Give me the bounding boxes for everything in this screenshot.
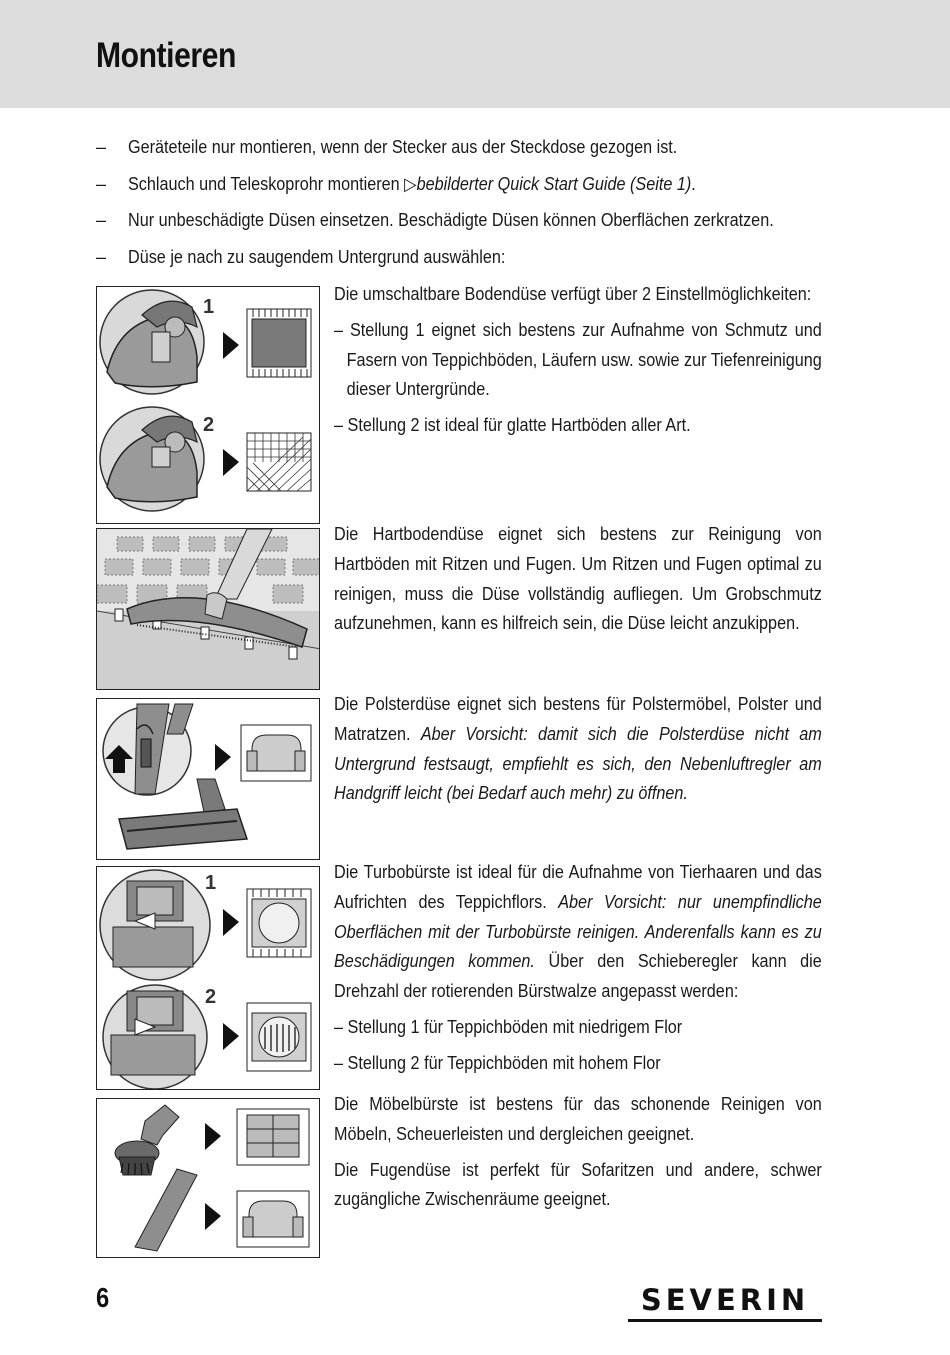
arrow-icon: [223, 332, 239, 359]
turbo-brush-illustration: [96, 866, 320, 1090]
logo-underline: [628, 1319, 822, 1322]
list-dash: –: [96, 210, 107, 230]
furniture-brush-text: Die Möbelbürste ist bestens für das schonende Reinigen von Möbeln, Scheuerleisten und dergleichen geeignet.: [334, 1094, 822, 1144]
floor-nozzle-illustration: [96, 286, 320, 524]
upholstery-warning: Aber Vorsicht: damit sich die Polsterdüse nicht am Untergrund festsaugt, empfiehlt es sich, den Nebenluftregler am Handgriff leicht (bei Bedarf auch mehr) zu öffnen.: [334, 723, 822, 804]
page-number: 6: [96, 1282, 110, 1313]
instruction-list: [96, 134, 836, 280]
reference-arrow-icon: ▷: [404, 173, 417, 194]
arrow-icon: [215, 744, 231, 771]
floor-nozzle-description: [334, 280, 822, 441]
quick-start-reference: bebilderter Quick Start Guide (Seite 1): [416, 173, 692, 194]
hard-floor-description: [334, 520, 822, 639]
page-title: Montieren: [96, 36, 236, 75]
position-label-1: 1: [203, 296, 215, 318]
turbo-brush-description: [334, 858, 822, 1079]
floor-nozzle-position-1: – Stellung 1 eignet sich bestens zur Aufnahme von Schmutz und Fasern von Teppichböden, Läufern usw. sowie zur Tiefenreinigung dieser Untergründe.: [334, 319, 822, 400]
list-item-text: Geräteteile nur montieren, wenn der Stecker aus der Steckdose gezogen ist.: [128, 137, 678, 157]
furniture-brush-description: [334, 1090, 822, 1215]
list-dash: –: [96, 137, 107, 157]
position-label-1: 1: [205, 872, 217, 894]
furniture-brush: [141, 1105, 179, 1145]
upholstery-nozzle-illustration: [96, 698, 320, 860]
arrow-icon: [223, 1023, 239, 1050]
floor-nozzle-intro: Die umschaltbare Bodendüse verfügt über 2 Einstellmöglichkeiten:: [334, 284, 812, 304]
severin-logo: [628, 1283, 822, 1325]
page-header: [0, 0, 950, 108]
list-item: [96, 171, 836, 208]
list-dash: –: [96, 246, 107, 267]
turbo-brush-warning: Aber Vorsicht: nur unempfindliche Oberflächen mit der Turbobürste reinigen. Anderenfalls kann es zu Beschädigungen kommen.: [334, 891, 822, 972]
upholstery-description: [334, 690, 822, 809]
list-item-text: Nur unbeschädigte Düsen einsetzen. Beschädigte Düsen können Oberflächen zerkratzen.: [128, 210, 774, 230]
position-label-2: 2: [203, 414, 215, 436]
turbo-brush-position-2: – Stellung 2 für Teppichböden mit hohem Flor: [334, 1052, 661, 1073]
list-dash: –: [96, 173, 107, 194]
position-label-2: 2: [205, 986, 217, 1008]
arrow-icon: [223, 909, 239, 936]
list-item-text: Düse je nach zu saugendem Untergrund auswählen:: [128, 246, 506, 267]
crevice-nozzle-text: Die Fugendüse ist perfekt für Sofaritzen und andere, schwer zugängliche Zwischenräume geeignet.: [334, 1159, 822, 1210]
arrow-icon: [205, 1123, 221, 1150]
hard-floor-nozzle-illustration: [96, 528, 320, 690]
upholstery-text: Die Polsterdüse eignet sich bestens für Polstermöbel, Polster und Matratzen. Aber Vorsicht: damit sich die Polsterdüse nicht am Untergrund festsaugt, empfiehlt es sich, den Nebenluftregler am Handgriff leicht (bei Bedarf auch mehr) zu öffnen.: [334, 694, 822, 804]
list-item: [96, 134, 836, 171]
brand-name: SEVERIN: [640, 1283, 810, 1317]
hard-floor-text: Die Hartbodendüse eignet sich bestens zur Reinigung von Hartböden mit Ritzen und Fugen. Um Ritzen und Fugen optimal zu reinigen, muss die Düse vollständig aufliegen. Um Grobschmutz aufzunehmen, kann es hilfreich sein, die Düse leicht anzukippen.: [334, 524, 822, 634]
list-item: [96, 207, 836, 244]
crevice-nozzle: [135, 1169, 197, 1251]
floor-nozzle-position-2: – Stellung 2 ist ideal für glatte Hartböden aller Art.: [334, 415, 691, 436]
turbo-brush-position-1: – Stellung 1 für Teppichböden mit niedrigem Flor: [334, 1016, 683, 1037]
arrow-icon: [205, 1203, 221, 1230]
turbo-brush-text: Die Turbobürste ist ideal für die Aufnahme von Tierhaaren und das Aufrichten des Teppichflors. Aber Vorsicht: nur unempfindliche Oberflächen mit der Turbobürste reinigen. Anderenfalls kann es zu Beschädigungen kommen. Über den Schieberegler kann die Drehzahl der rotierenden Bürstwalze angepasst werden:: [334, 862, 822, 1002]
arrow-icon: [223, 449, 239, 476]
list-item: [96, 244, 836, 281]
furniture-brush-illustration: [96, 1098, 320, 1258]
list-item-text: Schlauch und Teleskoprohr montieren ▷bebilderter Quick Start Guide (Seite 1).: [128, 173, 696, 194]
